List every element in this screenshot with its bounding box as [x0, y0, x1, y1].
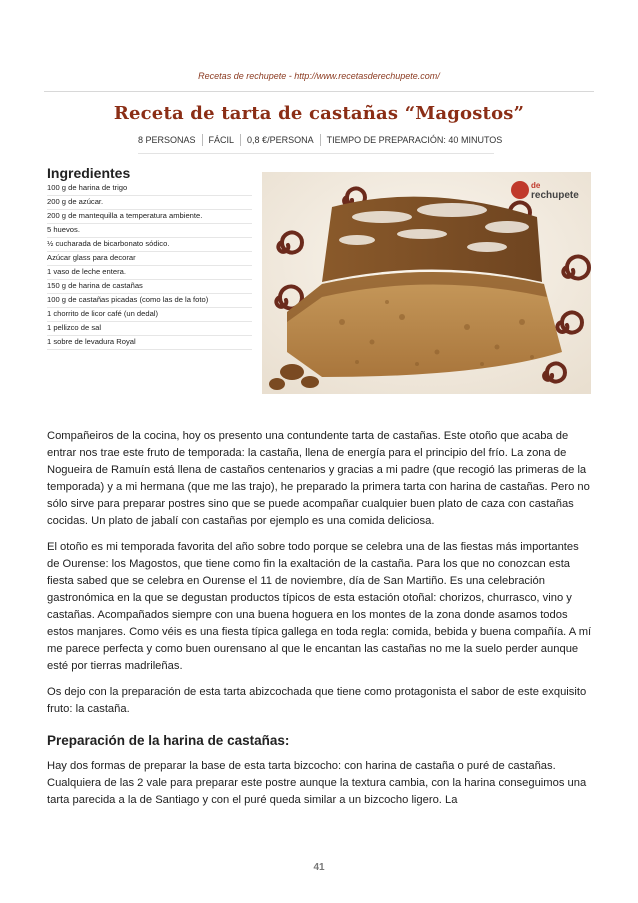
prep-time: TIEMPO DE PREPARACIÓN: 40 MINUTOS — [320, 134, 509, 146]
ingredient-item: 200 g de mantequilla a temperatura ambiente. — [47, 210, 252, 224]
article-paragraph: El otoño es mi temporada favorita del año sobre todo porque se celebra una de las fiestas más importantes de Ourense: los Magostos, que tiene como fin la exaltación de la castaña. Para los que no conozcan esta fiesta sabed que se celebra en Ourense el 11 de noviembre, día de San Martiño. Es una celebración gastronómica en la que se degustan productos típicos de esta estación otoñal: chorizos, churrasco, vino y castañas. Acompañados siempre con una buena hoguera en los montes de la zona donde asamos todos estos manjares. Como véis es una fiesta típica gallega en toda regla: comida, bebida y buena compañía. A mí me parece perfecta y como buen ourensano al que le encantan las castañas no me la suelo perder aunque esté por tierras madrileñas. — [47, 541, 592, 672]
ingredients-heading: Ingredientes — [47, 165, 131, 181]
header-divider — [44, 91, 594, 92]
servings: 8 PERSONAS — [138, 135, 196, 145]
ingredient-item: 1 pellizco de sal — [47, 322, 252, 336]
cake-photo-illustration — [262, 172, 591, 394]
article-paragraph: Compañeiros de la cocina, hoy os presento una contundente tarta de castañas. Este otoño que acaba de entrar nos trae este fruto de temporada: la castaña, llena de energía para el principio del frío. La zona de Nogueira de Ramuín está llena de castaños centenarios y gracias a mi padre (que recogió las primeras de la temporada) y a mi hermana (que me las trajo), he preparado la primera tarta con harina de castañas. Pero no sólo sirve para preparar postres sino que se puede acompañar cualquier buen plato de caza con castañas cocidas. Un plato de jabalí con castañas por ejemplo es una comida deliciosa. — [47, 430, 590, 527]
section-heading: Preparación de la harina de castañas: — [47, 733, 290, 748]
difficulty: FÁCIL — [202, 134, 241, 146]
ingredient-item: 1 sobre de levadura Royal — [47, 336, 252, 350]
ingredient-item: 100 g de castañas picadas (como las de la foto) — [47, 294, 252, 308]
ingredient-item: 100 g de harina de trigo — [47, 182, 252, 196]
ingredient-item: 1 vaso de leche entera. — [47, 266, 252, 280]
ingredient-item: Azúcar glass para decorar — [47, 252, 252, 266]
ingredient-item: ½ cucharada de bicarbonato sódico. — [47, 238, 252, 252]
ingredient-item: 150 g de harina de castañas — [47, 280, 252, 294]
recipe-meta-bar — [138, 131, 508, 149]
ingredient-item: 1 chorrito de licor café (un dedal) — [47, 308, 252, 322]
article-body — [47, 428, 592, 818]
recipe-title: Receta de tarta de castañas “Magostos” — [113, 103, 525, 124]
page-number: 41 — [313, 862, 325, 873]
ingredients-list — [47, 182, 252, 350]
price: 0,8 €/PERSONA — [240, 134, 320, 146]
svg-text:de: de — [531, 181, 541, 190]
ingredient-item: 5 huevos. — [47, 224, 252, 238]
svg-text:rechupete: rechupete — [531, 190, 579, 201]
article-paragraph: Os dejo con la preparación de esta tarta abizcochada que tiene como protagonista el sabor de este exquisito fruto: la castaña. — [47, 686, 587, 715]
article-paragraph: Hay dos formas de preparar la base de esta tarta bizcocho: con harina de castaña o puré de castañas. Cualquiera de las 2 vale para preparar este postre aunque la textura cambia, con la harina conseguimos una tarta parecida a la de Santiago y con el puré queda similar a un bizcocho ligero. La — [47, 760, 587, 806]
meta-divider — [138, 153, 494, 154]
header-url[interactable]: Recetas de rechupete - http://www.recetasderechupete.com/ — [198, 71, 440, 81]
ingredient-item: 200 g de azúcar. — [47, 196, 252, 210]
cake-photo — [262, 172, 591, 394]
